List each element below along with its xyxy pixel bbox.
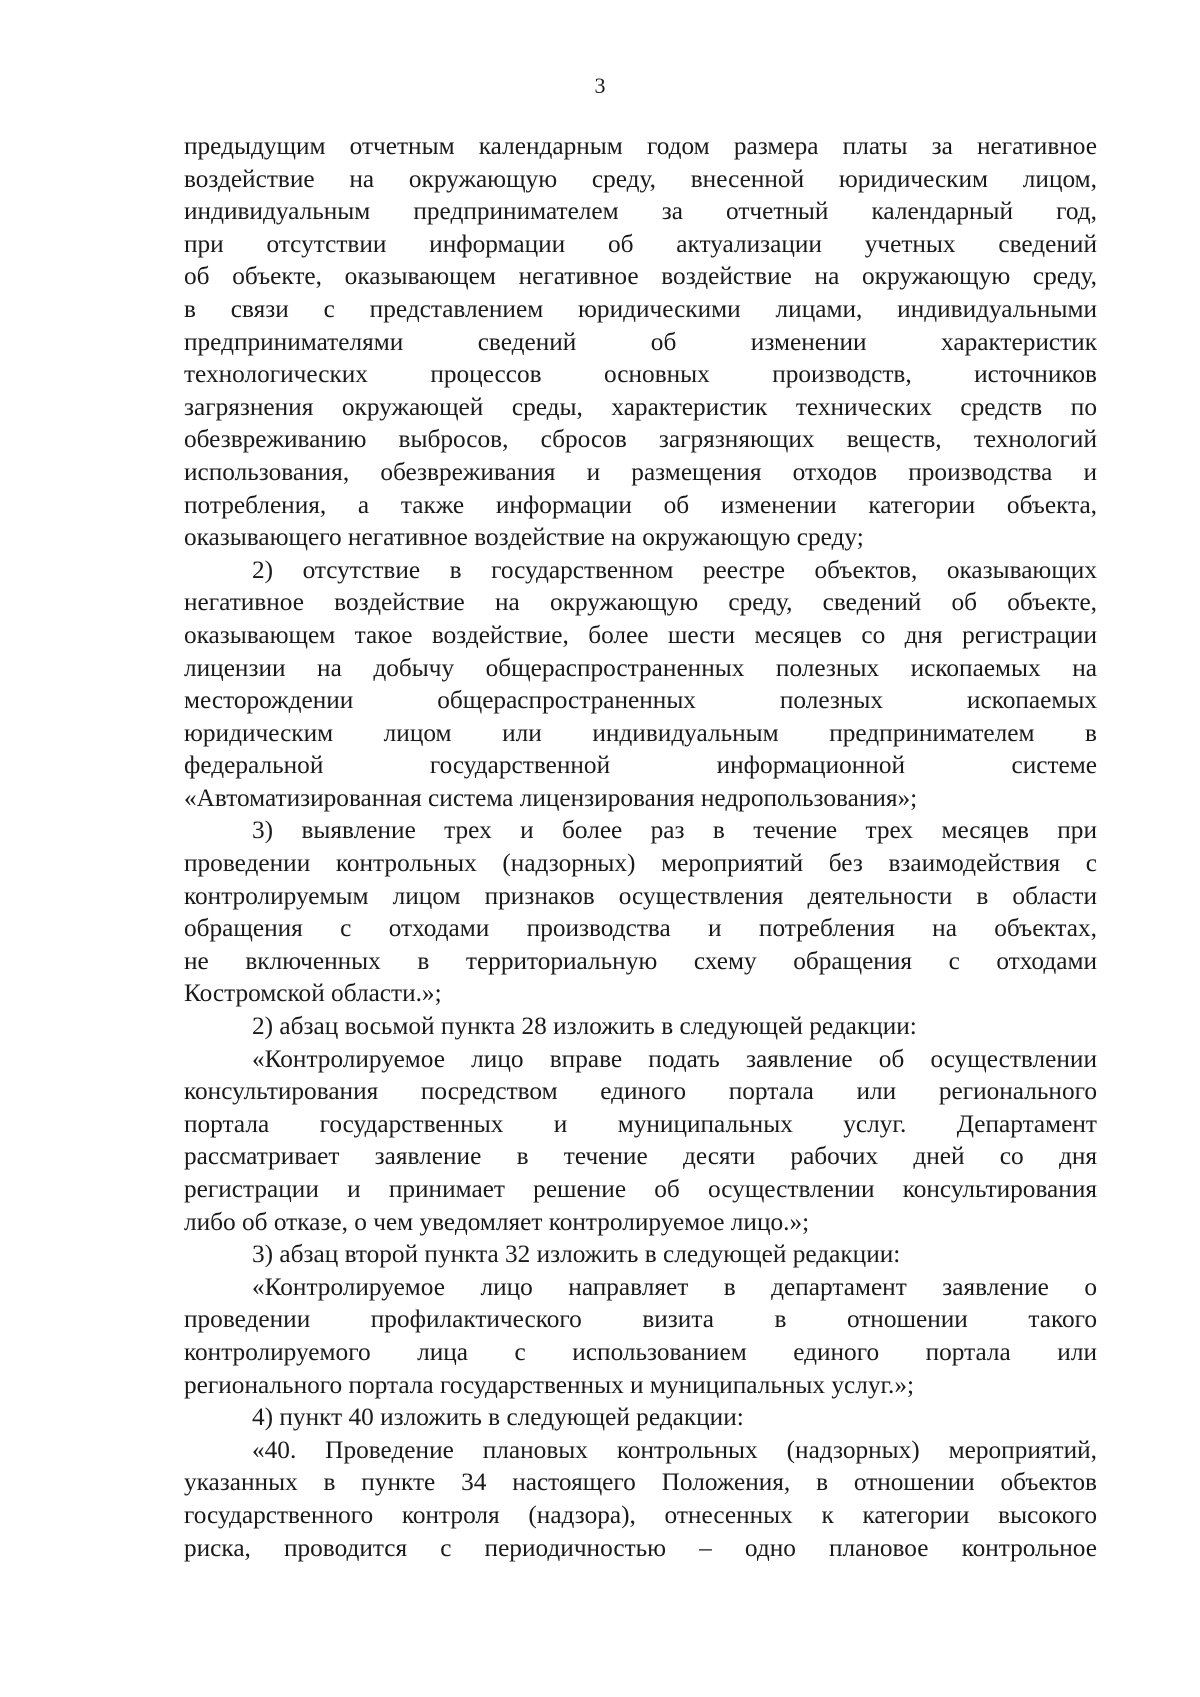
text-line: 3) абзац второй пункта 32 изложить в следующей редакции:: [252, 1240, 901, 1269]
text-line: 2) отсутствие в государственном реестре объектов, оказывающих: [252, 555, 1097, 584]
text-line: государственного контроля (надзора), отнесенных к категории высокого: [184, 1500, 1097, 1529]
paragraph: [184, 1238, 1097, 1271]
text-line: оказывающего негативное воздействие на окружающую среду;: [184, 523, 864, 552]
text-line: риска, проводится с периодичностью – одно плановое контрольное: [184, 1533, 1097, 1562]
text-line: в связи с представлением юридическими лицами, индивидуальными: [184, 294, 1097, 323]
text-line: 4) пункт 40 изложить в следующей редакции:: [252, 1403, 744, 1432]
text-line: не включенных в территориальную схему обращения с отходами: [184, 946, 1097, 975]
text-line: технологических процессов основных производств, источников: [184, 360, 1097, 389]
text-line: юридическим лицом или индивидуальным предпринимателем в: [184, 718, 1097, 747]
text-line: лицензии на добычу общераспространенных полезных ископаемых на: [184, 653, 1097, 682]
text-line: потребления, а также информации об изменении категории объекта,: [184, 490, 1097, 519]
text-line: консультирования посредством единого портала или регионального: [184, 1077, 1097, 1106]
text-line: портала государственных и муниципальных услуг. Департамент: [184, 1109, 1097, 1138]
text-line: рассматривает заявление в течение десяти рабочих дней со дня: [184, 1142, 1097, 1171]
text-line: воздействие на окружающую среду, внесенной юридическим лицом,: [184, 164, 1097, 193]
text-line: «Контролируемое лицо направляет в департамент заявление о: [252, 1272, 1097, 1301]
text-line: контролируемого лица с использованием единого портала или: [184, 1337, 1097, 1366]
text-line: загрязнения окружающей среды, характеристик технических средств по: [184, 392, 1097, 421]
text-line: «40. Проведение плановых контрольных (надзорных) мероприятий,: [252, 1435, 1097, 1464]
paragraph: [184, 1010, 1097, 1043]
text-line: федеральной государственной информационной системе: [184, 751, 1097, 780]
text-line: негативное воздействие на окружающую среду, сведений об объекте,: [184, 588, 1097, 617]
text-line: предпринимателями сведений об изменении характеристик: [184, 327, 1097, 356]
text-line: предыдущим отчетным календарным годом размера платы за негативное: [184, 132, 1097, 160]
paragraph: [184, 554, 1097, 815]
text-line: индивидуальным предпринимателем за отчетный календарный год,: [184, 197, 1097, 226]
text-line: регионального портала государственных и муниципальных услуг.»;: [184, 1370, 915, 1399]
paragraph: [184, 1401, 1097, 1434]
paragraph: [184, 814, 1097, 1010]
text-line: оказывающем такое воздействие, более шести месяцев со дня регистрации: [184, 620, 1097, 649]
text-line: указанных в пункте 34 настоящего Положения, в отношении объектов: [184, 1468, 1097, 1497]
text-line: регистрации и принимает решение об осуществлении консультирования: [184, 1175, 1097, 1203]
text-line: 2) абзац восьмой пункта 28 изложить в следующей редакции:: [252, 1012, 917, 1041]
text-line: об объекте, оказывающем негативное воздействие на окружающую среду,: [184, 262, 1097, 291]
page-number: 3: [594, 73, 606, 98]
paragraph: [184, 130, 1097, 554]
text-line: 3) выявление трех и более раз в течение трех месяцев при: [252, 816, 1097, 845]
text-line: либо об отказе, о чем уведомляет контролируемое лицо.»;: [184, 1207, 810, 1236]
paragraph: [184, 1271, 1097, 1401]
text-line: контролируемым лицом признаков осуществления деятельности в области: [184, 881, 1097, 910]
text-line: использования, обезвреживания и размещения отходов производства и: [184, 457, 1097, 486]
text-line: обращения с отходами производства и потребления на объектах,: [184, 914, 1097, 943]
text-line: «Контролируемое лицо вправе подать заявление об осуществлении: [252, 1044, 1097, 1073]
document-body: [184, 130, 1097, 1564]
text-line: при отсутствии информации об актуализации учетных сведений: [184, 229, 1097, 258]
text-line: «Автоматизированная система лицензирования недропользования»;: [184, 783, 918, 812]
paragraph: [184, 1043, 1097, 1239]
text-line: месторождении общераспространенных полезных ископаемых: [184, 686, 1097, 715]
paragraph: [184, 1434, 1097, 1564]
text-line: проведении контрольных (надзорных) мероприятий без взаимодействия с: [184, 849, 1097, 878]
text-line: Костромской области.»;: [184, 979, 442, 1008]
text-line: проведении профилактического визита в отношении такого: [184, 1305, 1097, 1334]
text-line: обезвреживанию выбросов, сбросов загрязняющих веществ, технологий: [184, 425, 1097, 454]
